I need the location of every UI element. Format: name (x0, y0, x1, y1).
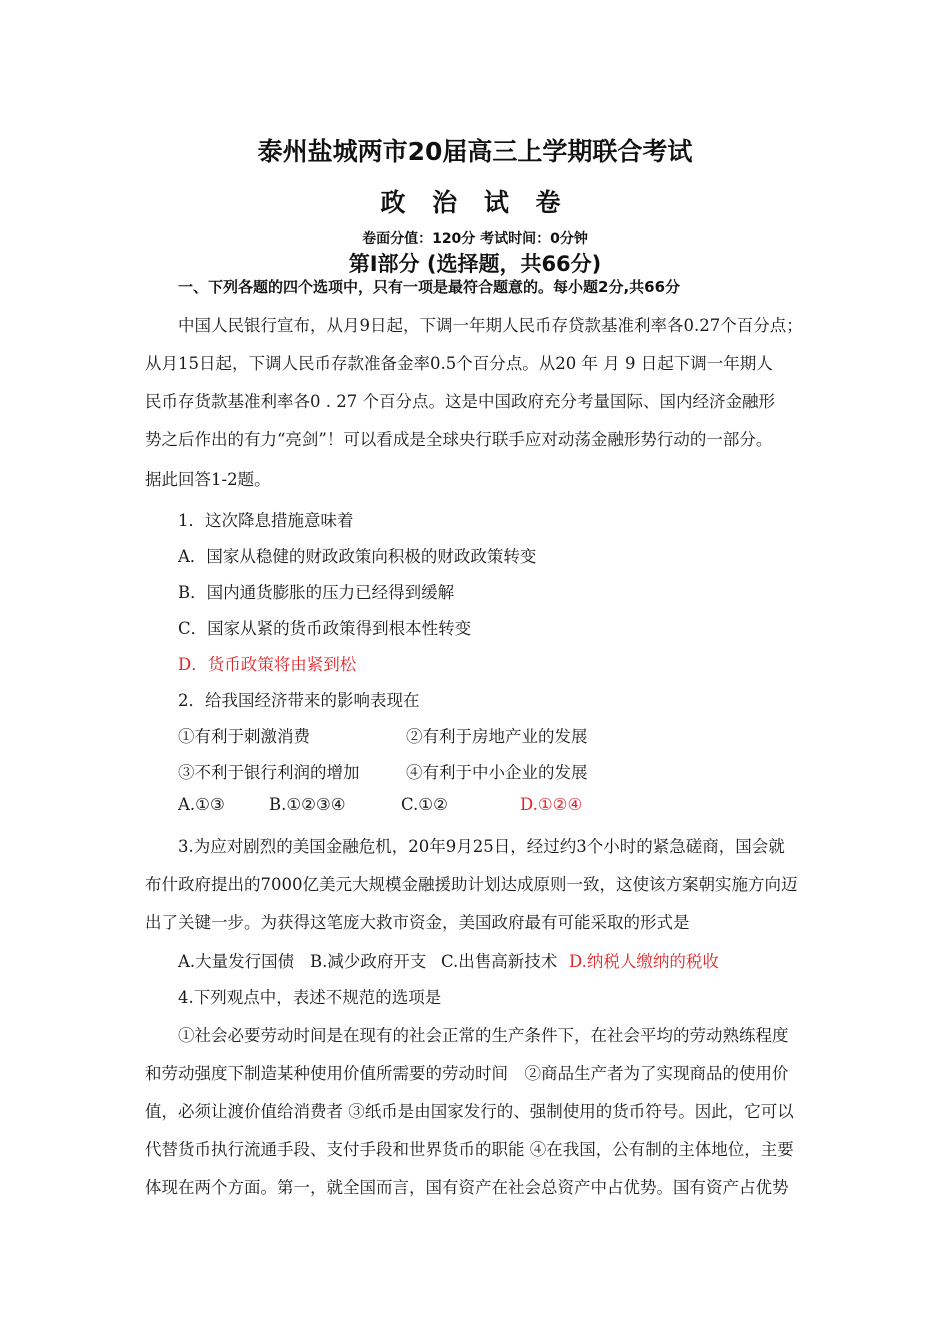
question-3-option-c: C.出售高新技术 (441, 952, 558, 971)
question-3-option-d-answer: D.纳税人缴纳的税收 (569, 952, 719, 971)
question-2-item-2: ②有利于房地产业的发展 (406, 727, 588, 746)
question-2-option-b: B.①②③④ (269, 795, 346, 814)
passage-line: 中国人民银行宣布，从月9日起，下调一年期人民币存贷款基准利率各0.27个百分点； (178, 316, 803, 335)
question-1-option-c: C．国家从紧的货币政策得到根本性转变 (178, 619, 472, 638)
question-2-option-a: A.①③ (178, 795, 225, 814)
question-3-line: 出了关键一步。为获得这笔庞大救市资金，美国政府最有可能采取的形式是 (145, 913, 690, 932)
question-1-option-a: A．国家从稳健的财政政策向积极的财政政策转变 (178, 547, 537, 566)
question-4-line: 值，必须让渡价值给消费者 ③纸币是由国家发行的、强制使用的货币符号。因此，它可以 (145, 1102, 794, 1121)
part-heading: 第Ⅰ部分 (选择题，共66分) (348, 252, 602, 276)
question-1-stem: 1．这次降息措施意味着 (178, 511, 354, 530)
question-1-option-d-answer: D．货币政策将由紧到松 (178, 655, 357, 674)
question-3-line: 3.为应对剧烈的美国金融危机，20年9月25日，经过约3个小时的紧急磋商，国会就 (178, 837, 785, 856)
question-1-option-b: B．国内通货膨胀的压力已经得到缓解 (178, 583, 455, 602)
passage-line: 民币存货款基准利率各0 . 27 个百分点。这是中国政府充分考量国际、国内经济金融形 (145, 392, 775, 411)
question-4-line: 和劳动强度下制造某种使用价值所需要的劳动时间 ②商品生产者为了实现商品的使用价 (145, 1064, 789, 1083)
exam-meta: 卷面分值：120分 考试时间：0分钟 (362, 231, 588, 247)
question-3-option-a: A.大量发行国债 (178, 952, 295, 971)
question-2-option-c: C.①② (401, 795, 448, 814)
question-4-stem: 4.下列观点中，表述不规范的选项是 (178, 988, 442, 1007)
passage-line: 从月15日起，下调人民币存款准备金率0.5个百分点。从20 年 月 9 日起下调一年期人 (145, 354, 773, 373)
section-instruction: 一、下列各题的四个选项中，只有一项是最符合题意的。每小题2分,共66分 (178, 278, 681, 296)
question-2-option-d-answer: D.①②④ (520, 795, 583, 814)
passage-line: 据此回答1-2题。 (145, 470, 271, 489)
question-3-option-b: B.减少政府开支 (310, 952, 427, 971)
question-3-line: 布什政府提出的7000亿美元大规模金融援助计划达成原则一致，这使该方案朝实施方向迈 (145, 875, 798, 894)
question-4-line: 体现在两个方面。第一，就全国而言，国有资产在社会总资产中占优势。国有资产占优势 (145, 1178, 789, 1197)
question-4-line: ①社会必要劳动时间是在现有的社会正常的生产条件下，在社会平均的劳动熟练程度 (178, 1026, 789, 1045)
exam-title: 泰州盐城两市20届高三上学期联合考试 (257, 137, 693, 166)
question-2-item-4: ④有利于中小企业的发展 (406, 763, 588, 782)
question-2-stem: 2．给我国经济带来的影响表现在 (178, 691, 420, 710)
subject-title: 政 治 试 卷 (380, 188, 570, 217)
question-4-line: 代替货币执行流通手段、支付手段和世界货币的职能 ④在我国，公有制的主体地位，主要 (145, 1140, 794, 1159)
question-2-item-1: ①有利于刺激消费 (178, 727, 310, 746)
passage-line: 势之后作出的有力“亮剑”！可以看成是全球央行联手应对动荡金融形势行动的一部分。 (145, 430, 773, 449)
question-2-item-3: ③不利于银行利润的增加 (178, 763, 360, 782)
